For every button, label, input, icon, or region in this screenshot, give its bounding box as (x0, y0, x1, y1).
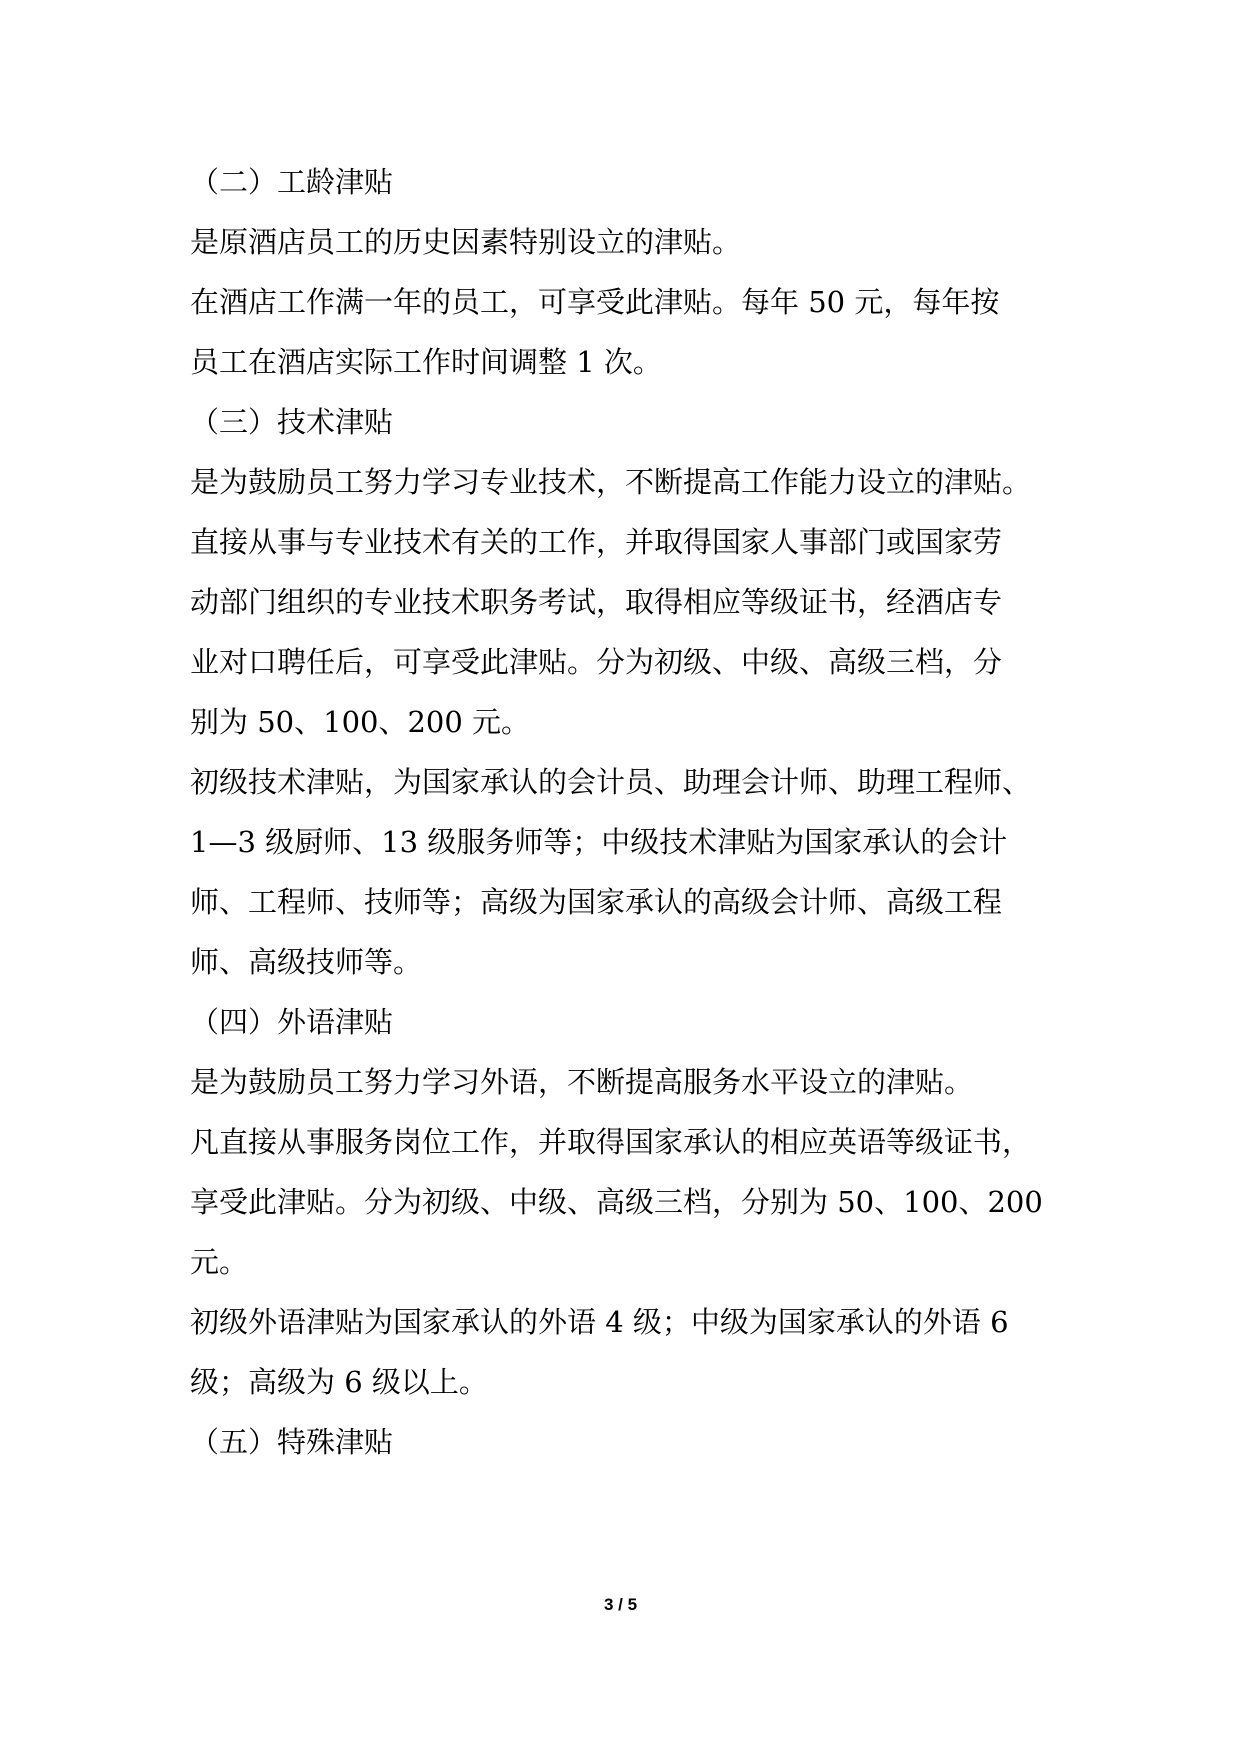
paragraph-line: 初级技术津贴，为国家承认的会计员、助理会计师、助理工程师、 (190, 765, 1032, 799)
paragraph-line: 是为鼓励员工努力学习专业技术，不断提高工作能力设立的津贴。 (190, 465, 1032, 499)
section-heading-technical-allowance: （三）技术津贴 (190, 405, 394, 439)
paragraph-line: 别为 50、100、200 元。 (190, 705, 531, 739)
paragraph-line: 师、工程师、技师等；高级为国家承认的高级会计师、高级工程 (190, 885, 1003, 919)
paragraph-line: 师、高级技师等。 (190, 945, 423, 979)
paragraph-line: 直接从事与专业技术有关的工作，并取得国家人事部门或国家劳 (190, 525, 1003, 559)
paragraph-line: 初级外语津贴为国家承认的外语 4 级；中级为国家承认的外语 6 (190, 1305, 1009, 1339)
paragraph-line: 元。 (190, 1245, 249, 1279)
section-heading-special-allowance: （五）特殊津贴 (190, 1425, 394, 1459)
paragraph-line: 员工在酒店实际工作时间调整 1 次。 (190, 345, 662, 379)
page-number: 3 / 5 (603, 1595, 638, 1614)
paragraph-line: 是原酒店员工的历史因素特别设立的津贴。 (190, 225, 742, 259)
paragraph-line: 是为鼓励员工努力学习外语，不断提高服务水平设立的津贴。 (190, 1065, 974, 1099)
paragraph-line: 动部门组织的专业技术职务考试，取得相应等级证书，经酒店专 (190, 585, 1003, 619)
paragraph-line: 1—3 级厨师、13 级服务师等；中级技术津贴为国家承认的会计 (190, 825, 1008, 859)
paragraph-line: 在酒店工作满一年的员工，可享受此津贴。每年 50 元，每年按 (190, 285, 1000, 319)
paragraph-line: 凡直接从事服务岗位工作，并取得国家承认的相应英语等级证书， (190, 1125, 1032, 1159)
paragraph-line: 级；高级为 6 级以上。 (190, 1365, 488, 1399)
paragraph-line: 享受此津贴。分为初级、中级、高级三档，分别为 50、100、200 (190, 1185, 1043, 1219)
paragraph-line: 业对口聘任后，可享受此津贴。分为初级、中级、高级三档，分 (190, 645, 1003, 679)
section-heading-seniority-allowance: （二）工龄津贴 (190, 165, 394, 199)
section-heading-foreign-language-allowance: （四）外语津贴 (190, 1005, 394, 1039)
